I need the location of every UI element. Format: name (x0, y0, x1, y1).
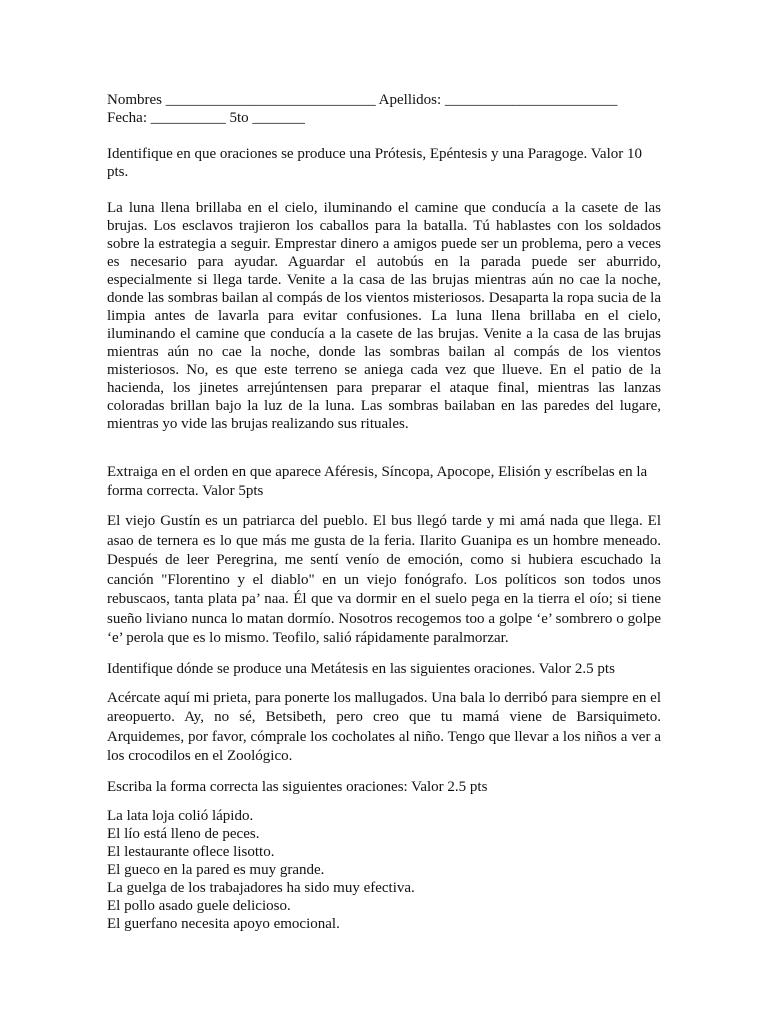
q1-instruction: Identifique en que oraciones se produce una Prótesis, Epéntesis y una Paragoge. Valor 10 pts. (107, 146, 642, 180)
list-item: El lestaurante oflece lisotto. (107, 843, 275, 860)
header-date-line: Fecha: __________ 5to _______ (107, 110, 305, 126)
list-item: El lío está lleno de peces. (107, 825, 260, 842)
header-names-line: Nombres ____________________________ Apellidos: _______________________ (107, 92, 618, 108)
list-item: El gueco en la pared es muy grande. (107, 861, 325, 878)
list-item: El pollo asado guele delicioso. (107, 897, 291, 914)
list-item: La guelga de los trabajadores ha sido muy efectiva. (107, 879, 415, 896)
q1-text: La luna llena brillaba en el cielo, iluminando el camine que conducía a la casete de las brujas. Los esclavos trajieron los caballos para la batalla. Tú hablastes con los soldados sobre la estrategia a seguir. Emprestar dinero a amigos puede ser un problema, pero a veces es necesario para ayudar. Aguardar el autobús en la parada puede ser aburrido, especialmente si llega tarde. Venite a la casa de las brujas mientras aún no cae la noche, donde las sombras bailan al compás de los vientos misteriosos. Desaparta la ropa sucia de la limpia antes de lavarla para evitar confusiones. La luna llena brillaba en el cielo, iluminando el camine que conducía a la casete de las brujas. Venite a la casa de las brujas mientras aún no cae la noche, donde las sombras bailan al compás de los vientos misteriosos. No, es que este terreno se aniega cada vez que llueve. En el patio de la hacienda, los jinetes arrejúntensen para preparar el ataque final, mientras las lanzas coloradas brillan bajo la luz de la luna. Las sombras bailaban en las paredes del lugare, mientras yo vide las brujas realizando sus rituales. (107, 200, 661, 432)
q2-instruction: Extraiga en el orden en que aparece Aféresis, Síncopa, Apocope, Elisión y escríbelas en la forma correcta. Valor 5pts (107, 464, 648, 499)
q4-list (107, 807, 661, 933)
document-content (107, 91, 661, 933)
q3-instruction: Identifique dónde se produce una Metátesis en las siguientes oraciones. Valor 2.5 pts (107, 660, 615, 677)
q3-text: Acércate aquí mi prieta, para ponerte los mallugados. Una bala lo derribó para siempre en el areopuerto. Ay, no sé, Betsibeth, pero creo que tu mamá viene de Barsiquimeto. Arquidemes, por favor, cómprale los cocholates al niño. Tengo que llevar a los niños a ver a los crocodilos en el Zoológico. (107, 689, 661, 764)
q2-text: El viejo Gustín es un patriarca del pueblo. El bus llegó tarde y mi amá nada que llega. El asao de ternera es lo que más me gusta de la feria. Ilarito Guanipa es un hombre meneado. Después de leer Peregrina, me sentí venío de emoción, como si hubiera escuchado la canción "Florentino y el diablo" en un viejo fonógrafo. Los políticos son todos unos rebuscaos, tanta plata pa’ naa. Él que va dormir en el suelo pega en la tierra el oío; si tiene sueño liviano nunca lo matan dormío. Nosotros recogemos too a golpe ‘e’ sombrero o golpe ‘e’ perola que es lo mismo. Teofilo, salió rápidamente paralmorzar. (107, 513, 661, 646)
list-item: El guerfano necesita apoyo emocional. (107, 915, 340, 932)
q4-instruction: Escriba la forma correcta las siguientes oraciones: Valor 2.5 pts (107, 778, 488, 795)
list-item: La lata loja colió lápido. (107, 807, 254, 824)
